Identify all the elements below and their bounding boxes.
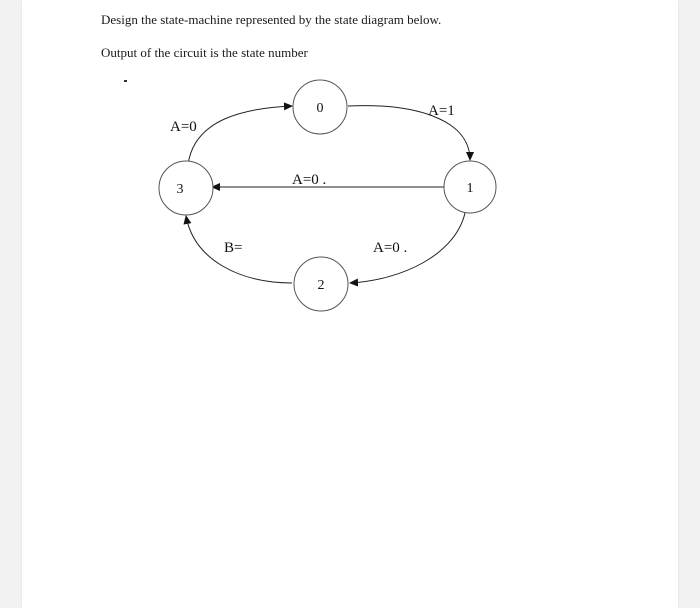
problem-subheading: Output of the circuit is the state number — [101, 45, 308, 60]
edge-label-1-to-3: A=0 . — [292, 172, 327, 188]
edge-3-to-0 — [188, 106, 292, 165]
state-label-1: 1 — [466, 181, 474, 196]
problem-heading: Design the state-machine represented by the state diagram below. — [101, 12, 442, 27]
state-node-3 — [159, 161, 213, 215]
state-node-2 — [294, 257, 348, 311]
edge-label-3-to-0: A=0 — [170, 119, 197, 135]
document-page — [22, 0, 678, 608]
state-label-0: 0 — [316, 101, 324, 116]
edge-label-0-to-1: A=1 — [428, 103, 455, 119]
state-node-1 — [444, 161, 496, 213]
state-label-2: 2 — [317, 278, 325, 293]
state-node-0 — [293, 80, 347, 134]
edge-label-1-to-2: A=0 . — [373, 240, 408, 256]
state-diagram — [22, 0, 678, 608]
edge-label-2-to-3: B= — [224, 240, 243, 256]
edge-1-to-2 — [350, 213, 465, 283]
state-label-3: 3 — [176, 182, 184, 197]
